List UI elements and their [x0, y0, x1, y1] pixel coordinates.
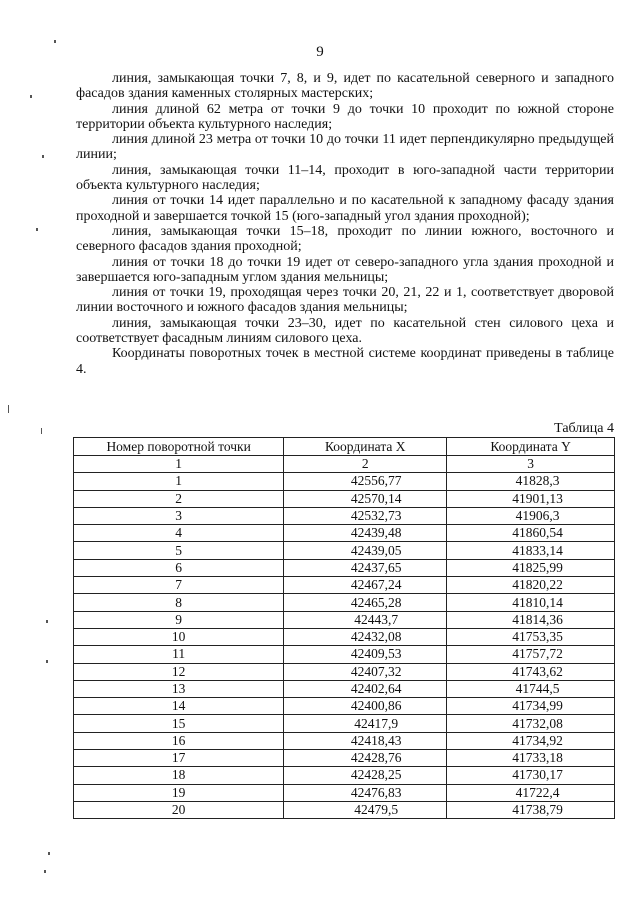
- paragraph: линия длиной 23 метра от точки 10 до точки 11 идет перпендикулярно предыдущей линии;: [76, 132, 614, 163]
- point-number-cell: 8: [74, 594, 284, 611]
- header-coord-y: Координата Y: [447, 438, 615, 456]
- coord-y-cell: 41901,13: [447, 490, 615, 507]
- coord-y-cell: 41753,35: [447, 628, 615, 645]
- table-row: [74, 628, 615, 645]
- scan-speck: [46, 660, 48, 663]
- table-row: [74, 473, 615, 490]
- header-coord-x: Координата X: [284, 438, 447, 456]
- table-row: [74, 525, 615, 542]
- point-number-cell: 16: [74, 732, 284, 749]
- table-row: [74, 732, 615, 749]
- scan-speck: [46, 620, 48, 623]
- coord-x-cell: 42443,7: [284, 611, 447, 628]
- coord-y-cell: 41734,92: [447, 732, 615, 749]
- table-row: [74, 715, 615, 732]
- point-number-cell: 18: [74, 767, 284, 784]
- table-row: [74, 577, 615, 594]
- coord-y-cell: 41825,99: [447, 559, 615, 576]
- table-row: [74, 507, 615, 524]
- coord-y-cell: 41732,08: [447, 715, 615, 732]
- coord-x-cell: 42439,05: [284, 542, 447, 559]
- coord-x-cell: 42467,24: [284, 577, 447, 594]
- scan-speck: [48, 852, 50, 855]
- coord-x-cell: 42418,43: [284, 732, 447, 749]
- coord-y-cell: 41722,4: [447, 784, 615, 801]
- point-number-cell: 12: [74, 663, 284, 680]
- point-number-cell: 17: [74, 750, 284, 767]
- coord-y-cell: 41833,14: [447, 542, 615, 559]
- table-row: [74, 542, 615, 559]
- coord-y-cell: 41828,3: [447, 473, 615, 490]
- paragraph: линия от точки 18 до точки 19 идет от северо-западного угла здания проходной и завершается юго-западным углом здания мельницы;: [76, 254, 614, 285]
- table-header-row: [74, 438, 615, 456]
- point-number-cell: 3: [74, 507, 284, 524]
- coord-x-cell: 42556,77: [284, 473, 447, 490]
- table-row: [74, 801, 615, 818]
- coord-y-cell: 41733,18: [447, 750, 615, 767]
- point-number-cell: 13: [74, 680, 284, 697]
- table-row: [74, 594, 615, 611]
- scan-speck: [8, 405, 9, 413]
- table-row: [74, 611, 615, 628]
- coord-x-cell: 42432,08: [284, 628, 447, 645]
- coord-x-cell: 42409,53: [284, 646, 447, 663]
- paragraph: линия от точки 19, проходящая через точки 20, 21, 22 и 1, соответствует дворовой линии восточного и южного фасадов здания мельницы;: [76, 285, 614, 316]
- table-row: [74, 646, 615, 663]
- coord-y-cell: 41738,79: [447, 801, 615, 818]
- paragraph: линия, замыкающая точки 15–18, проходит по линии южного, восточного и северного фасадов здания проходной;: [76, 223, 614, 255]
- coord-x-cell: 42570,14: [284, 490, 447, 507]
- table-index-row: [74, 456, 615, 473]
- coord-x-cell: 42437,65: [284, 559, 447, 576]
- paragraph: Координаты поворотных точек в местной системе координат приведены в таблице 4.: [76, 346, 614, 377]
- point-number-cell: 4: [74, 525, 284, 542]
- coord-x-cell: 42428,25: [284, 767, 447, 784]
- point-number-cell: 19: [74, 784, 284, 801]
- table-row: [74, 559, 615, 576]
- coord-y-cell: 41743,62: [447, 663, 615, 680]
- point-number-cell: 11: [74, 646, 284, 663]
- point-number-cell: 7: [74, 577, 284, 594]
- paragraph: линия, замыкающая точки 23–30, идет по касательной стен силового цеха и соответствует фасадным линиям силового цеха.: [76, 315, 614, 347]
- coord-x-cell: 42428,76: [284, 750, 447, 767]
- table-row: [74, 490, 615, 507]
- coord-x-cell: 42439,48: [284, 525, 447, 542]
- scan-speck: [36, 228, 38, 231]
- coord-x-cell: 42407,32: [284, 663, 447, 680]
- coord-x-cell: 42532,73: [284, 507, 447, 524]
- coord-y-cell: 41730,17: [447, 767, 615, 784]
- header-point-number: Номер поворотной точки: [74, 438, 284, 456]
- scan-speck: [42, 155, 44, 158]
- scan-speck: [54, 40, 56, 43]
- coord-y-cell: 41906,3: [447, 507, 615, 524]
- scan-speck: [41, 428, 42, 434]
- coord-x-cell: 42476,83: [284, 784, 447, 801]
- coord-y-cell: 41744,5: [447, 680, 615, 697]
- page-number: 9: [316, 44, 324, 60]
- paragraph: линия, замыкающая точки 11–14, проходит в юго-западной части территории объекта культурного наследия;: [76, 162, 614, 194]
- coord-y-cell: 41810,14: [447, 594, 615, 611]
- scan-speck: [30, 95, 32, 98]
- coord-x-cell: 42479,5: [284, 801, 447, 818]
- coord-y-cell: 41860,54: [447, 525, 615, 542]
- table-row: [74, 680, 615, 697]
- index-cell: 3: [447, 456, 615, 473]
- table-row: [74, 698, 615, 715]
- coord-y-cell: 41734,99: [447, 698, 615, 715]
- point-number-cell: 6: [74, 559, 284, 576]
- point-number-cell: 5: [74, 542, 284, 559]
- coord-y-cell: 41814,36: [447, 611, 615, 628]
- paragraph: линия длиной 62 метра от точки 9 до точки 10 проходит по южной стороне территории объекта культурного наследия;: [76, 101, 614, 132]
- scan-speck: [44, 870, 46, 873]
- coord-y-cell: 41820,22: [447, 577, 615, 594]
- coord-y-cell: 41757,72: [447, 646, 615, 663]
- point-number-cell: 10: [74, 628, 284, 645]
- coord-x-cell: 42465,28: [284, 594, 447, 611]
- point-number-cell: 15: [74, 715, 284, 732]
- table-row: [74, 767, 615, 784]
- paragraph: линия, замыкающая точки 7, 8, и 9, идет по касательной северного и западного фасадов здания каменных столярных мастерских;: [76, 71, 614, 102]
- table-row: [74, 663, 615, 680]
- coord-x-cell: 42417,9: [284, 715, 447, 732]
- table-row: [74, 750, 615, 767]
- point-number-cell: 1: [74, 473, 284, 490]
- index-cell: 1: [74, 456, 284, 473]
- table-body: [74, 456, 615, 819]
- point-number-cell: 20: [74, 801, 284, 818]
- paragraph: линия от точки 14 идет параллельно и по касательной к западному фасаду здания проходной и завершается точкой 15 (юго-западный угол здания проходной);: [76, 193, 614, 224]
- coord-x-cell: 42400,86: [284, 698, 447, 715]
- body-text: [76, 71, 614, 377]
- index-cell: 2: [284, 456, 447, 473]
- point-number-cell: 9: [74, 611, 284, 628]
- table-row: [74, 784, 615, 801]
- table-caption: Таблица 4: [554, 421, 614, 436]
- point-number-cell: 14: [74, 698, 284, 715]
- coord-x-cell: 42402,64: [284, 680, 447, 697]
- coordinates-table: [73, 437, 615, 819]
- point-number-cell: 2: [74, 490, 284, 507]
